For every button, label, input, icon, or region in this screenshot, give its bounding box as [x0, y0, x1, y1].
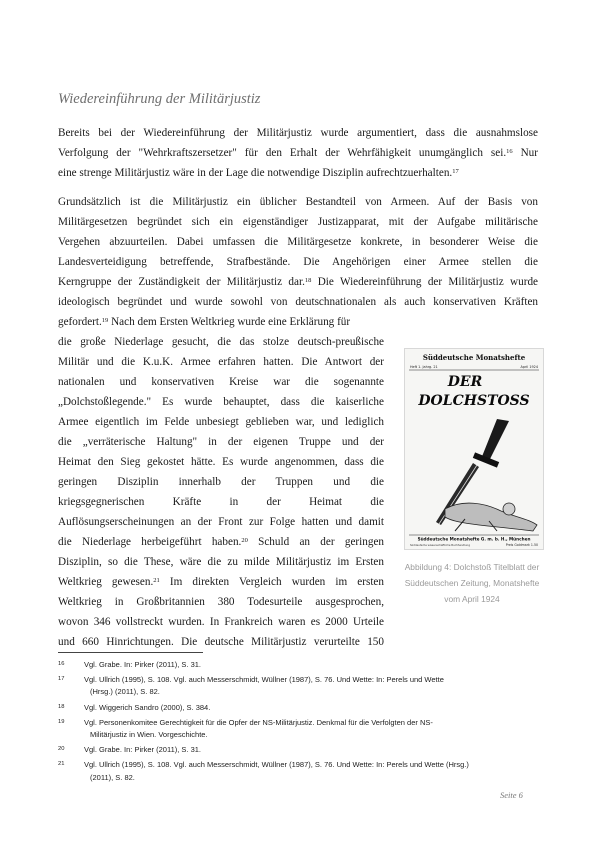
text-line: nationalen und konservativen Kreise war die sogenannte — [58, 376, 384, 388]
footnote: 16 Vgl. Grabe. In: Pirker (2011), S. 31. — [58, 660, 201, 669]
footnote-number: 16 — [58, 661, 65, 667]
text-line: Vergehen abzuurteilen. Dabei umfassen die Militärgesetze konkrete, in besonderer Weise die — [58, 236, 538, 248]
text-line: ideologisch begründet und wurde sowohl von deutschnationalen als auch konservativen Kräften — [58, 296, 538, 308]
footnote: 17 Vgl. Ullrich (1995), S. 108. Vgl. auch Messerschmidt, Wüllner (1987), S. 76. Und Wette: In: Perels und Wette (Hrsg.) (2011), S. 82. — [58, 675, 444, 697]
text-line: Landesverteidigung betreffende, Strafbestände. Die Angehörigen einer Armee stellen die — [58, 256, 538, 268]
footnote-number: 18 — [58, 703, 65, 710]
text-line: Heimat den Sieg gekostet hätte. Es wurde angenommen, dass die — [58, 456, 384, 468]
text-line: eine strenge Militärjustiz wäre in der Lage die notwendige Disziplin aufrechtzuerhalten.$^{17}$ — [58, 167, 459, 179]
publisher: Süddeutsche Monatshefte G. m. b. H., München — [417, 536, 531, 542]
text-line: gefordert.$^{19}$ Nach dem Ersten Weltkrieg wurde eine Erklärung für — [58, 316, 351, 328]
price: Preis Goldmark 1.50 — [505, 543, 538, 547]
text-line: die große Niederlage gesucht, die das stolze deutsch-preußische — [58, 336, 384, 348]
text-line: Weltkrieg in Großbritannien 380 Todesurteile ausgesprochen, — [58, 596, 384, 608]
footnote-ref[interactable]: 21 — [153, 577, 160, 584]
footnote-number: 20 — [58, 746, 65, 753]
footnote-ref[interactable]: 17 — [452, 168, 459, 175]
footnote: 18 Vgl. Wiggerich Sandro (2000), S. 384. — [58, 702, 211, 712]
text-line: Armee eigentlich im Felde unbesiegt geblieben war, und lediglich — [58, 416, 384, 428]
cover-title-dolchstoss: DOLCHSTOSS — [418, 393, 530, 409]
text-line: geringen Disziplin innerhalb der Truppen und die — [58, 476, 384, 488]
dolchstoss-cover-image — [404, 348, 544, 550]
text-line: Auflösungserscheinungen an der Front zur Folge hatten und damit — [58, 516, 384, 528]
text-line: die Niederlage herbeigeführt haben.$^{20}$ Schuld an der geringen — [58, 536, 385, 548]
footnote-ref[interactable]: 18 — [304, 277, 312, 284]
footnote-ref[interactable]: 16 — [506, 148, 513, 155]
footnote-separator — [58, 652, 203, 653]
text-line: Militärgesetzen begründet sich ein eigenständiger Justizapparat, mit der Aufgabe militärische — [58, 216, 538, 228]
footnote: 21 Vgl. Ullrich (1995), S. 108. Vgl. auch Messerschmidt, Wüllner (1987), S. 76. Und Wette: In: Perels und Wette (Hrsg.) (2011), S. 82. — [58, 760, 469, 782]
text-line: wovon 346 vollstreckt wurden. In Frankreich waren es 2000 Urteile — [58, 616, 384, 628]
text-line: Militär und die K.u.K. Armee erfahren hatten. Die Antwort der — [58, 356, 384, 368]
cover-title-der: DER — [447, 374, 483, 390]
text-line: die „verräterische Haltung" in der eigenen Truppe und der — [58, 436, 384, 448]
page-number: Seite 6 — [500, 790, 523, 800]
issue-left: Heft 1. Jahrg. 21 — [410, 365, 438, 369]
footnote: 20 Vgl. Grabe. In: Pirker (2011), S. 31. — [58, 745, 201, 755]
section-title: Wiedereinführung der Militärjustiz — [58, 91, 261, 107]
footnote-number: 19 — [58, 718, 65, 725]
text-line: Kerngruppe der Zuständigkeit der Militärjustiz dar.$^{18}$ Die Wiedereinführung der Militärjustiz wurde — [58, 276, 539, 288]
figure-caption: Abbildung 4: Dolchstoß Titelblatt der Süddeutschen Zeitung, Monatshefte vom April 1924 — [404, 562, 540, 604]
paragraph-intro — [58, 123, 538, 183]
footnotes — [58, 659, 538, 787]
text-line: und 660 Hinrichtungen. Die deutsche Militärjustiz verurteilte 150 — [58, 636, 384, 648]
text-line: Bereits bei der Wiedereinführung der Militärjustiz wurde argumentiert, dass die ausnahmslose — [58, 127, 538, 139]
footnote-number: 17 — [58, 676, 65, 683]
magazine-name: Süddeutsche Monatshefte — [422, 353, 526, 362]
small-print: Süddeutsche wissenschaftliche Buchhandlung — [410, 544, 470, 547]
text-line: Weltkrieg gewesen.$^{21}$ Im direkten Vergleich wurden im ersten — [58, 576, 384, 588]
text-line: „Dolchstoßlegende." Es wurde behauptet, dass die kaiserliche — [58, 396, 384, 408]
footnote-number: 21 — [58, 761, 65, 768]
text-line: kriegsgegnerischen Kräfte in der Heimat die — [58, 496, 384, 508]
footnote-ref[interactable]: 20 — [241, 537, 248, 544]
text-line: Disziplin, so die These, wäre die zu milde Militärjustiz im Ersten — [58, 556, 384, 568]
footnote-ref[interactable]: 19 — [101, 317, 109, 324]
footnote: 19 Vgl. Personenkomitee Gerechtigkeit für die Opfer der NS-Militärjustiz. Denkmal für die Verfolgten der NS- Militärjustiz in Wien. Vorgeschichte. — [58, 717, 433, 740]
issue-right: April 1924 — [520, 365, 538, 369]
text-line: Verfolgung der "Wehrkraftszersetzer" für den Erhalt der Wehrfähigkeit unumgänglich sei.$^{16}$ Nur — [58, 147, 539, 159]
text-line: Grundsätzlich ist die Militärjustiz ein üblicher Bestandteil von Armeen. Auf der Basis von — [58, 196, 538, 208]
